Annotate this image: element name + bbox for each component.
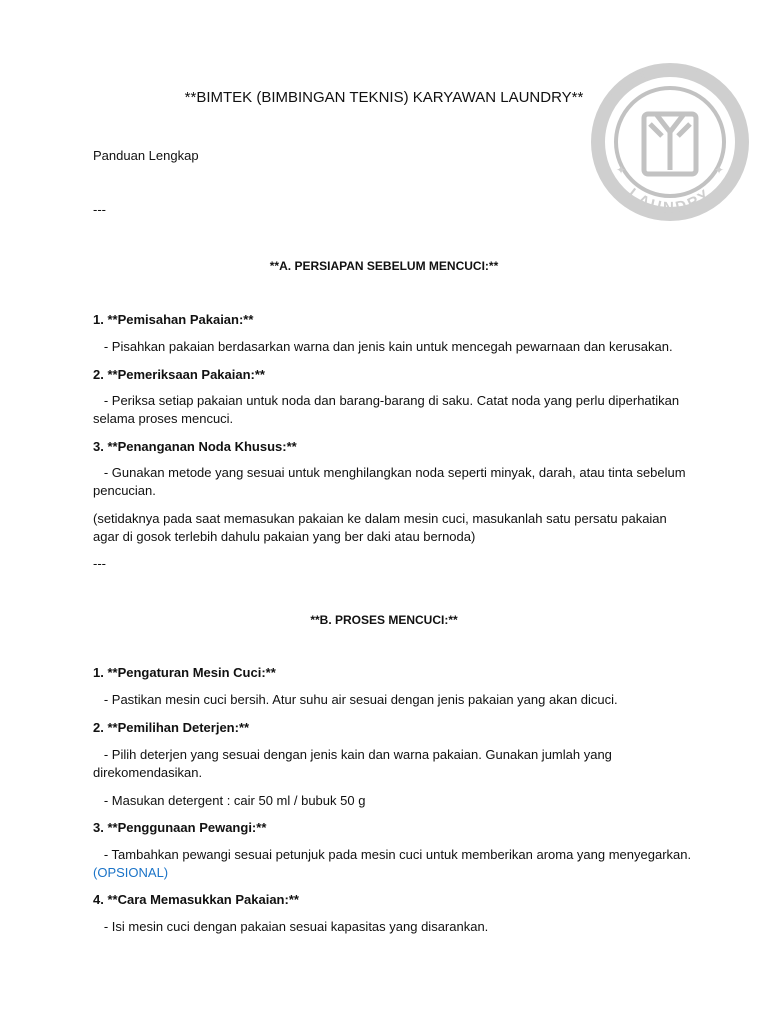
section-b-item-1-desc: - Pastikan mesin cuci bersih. Atur suhu air sesuai dengan jenis pakaian yang akan dicuci. (93, 692, 618, 707)
logo-brand-text: BAJU BERSIH (600, 60, 740, 111)
logo-brand-subtext: LAUNDRY (624, 185, 716, 217)
section-b-heading: **B. PROSES MENCUCI:** (310, 613, 458, 627)
section-a-item-1-title: 1. **Pemisahan Pakaian:** (93, 312, 254, 327)
section-b-item-3-text: - Tambahkan pewangi sesuai petunjuk pada mesin cuci untuk memberikan aroma yang menyegarkan. (93, 847, 695, 862)
section-b-item-3-title: 3. **Penggunaan Pewangi:** (93, 820, 267, 835)
section-b-item-4-title: 4. **Cara Memasukkan Pakaian:** (93, 892, 299, 907)
document-title: **BIMTEK (BIMBINGAN TEKNIS) KARYAWAN LAUNDRY** (184, 89, 584, 106)
section-a-note: (setidaknya pada saat memasukan pakaian ke dalam mesin cuci, masukanlah satu persatu pakaian agar di gosok terlebih dahulu pakaian yang ber daki atau bernoda) (93, 511, 671, 544)
section-a-heading: **A. PERSIAPAN SEBELUM MENCUCI:** (269, 259, 499, 273)
section-b-item-4-desc: - Isi mesin cuci dengan pakaian sesuai kapasitas yang disarankan. (93, 919, 489, 934)
section-b-item-2-desc: - Pilih deterjen yang sesuai dengan jenis kain dan warna pakaian. Gunakan jumlah yang direkomendasikan. (93, 747, 616, 780)
section-a-item-3-title: 3. **Penanganan Noda Khusus:** (93, 439, 297, 454)
section-b-item-3-desc (93, 846, 693, 882)
section-b-item-2-title: 2. **Pemilihan Deterjen:** (93, 720, 250, 735)
section-b-item-2-desc2: - Masukan detergent : cair 50 ml / bubuk 50 g (93, 793, 366, 808)
section-b-item-1-title: 1. **Pengaturan Mesin Cuci:** (93, 665, 276, 680)
section-a-item-2-title: 2. **Pemeriksaan Pakaian:** (93, 367, 265, 382)
divider: --- (93, 556, 106, 571)
section-a-item-1-desc: - Pisahkan pakaian berdasarkan warna dan jenis kain untuk mencegah pewarnaan dan kerusakan. (93, 339, 673, 354)
section-a-item-2-desc: - Periksa setiap pakaian untuk noda dan barang-barang di saku. Catat noda yang perlu diperhatikan selama proses mencuci. (93, 393, 683, 426)
star-icon: ✦ (616, 163, 627, 177)
divider: --- (93, 202, 106, 217)
shirt-icon (644, 114, 696, 174)
document-subtitle: Panduan Lengkap (93, 148, 199, 163)
star-icon: ✦ (714, 163, 725, 177)
optional-label: (OPSIONAL) (93, 865, 169, 880)
section-a-item-3-desc: - Gunakan metode yang sesuai untuk menghilangkan noda seperti minyak, darah, atau tinta sebelum pencucian. (93, 465, 690, 498)
